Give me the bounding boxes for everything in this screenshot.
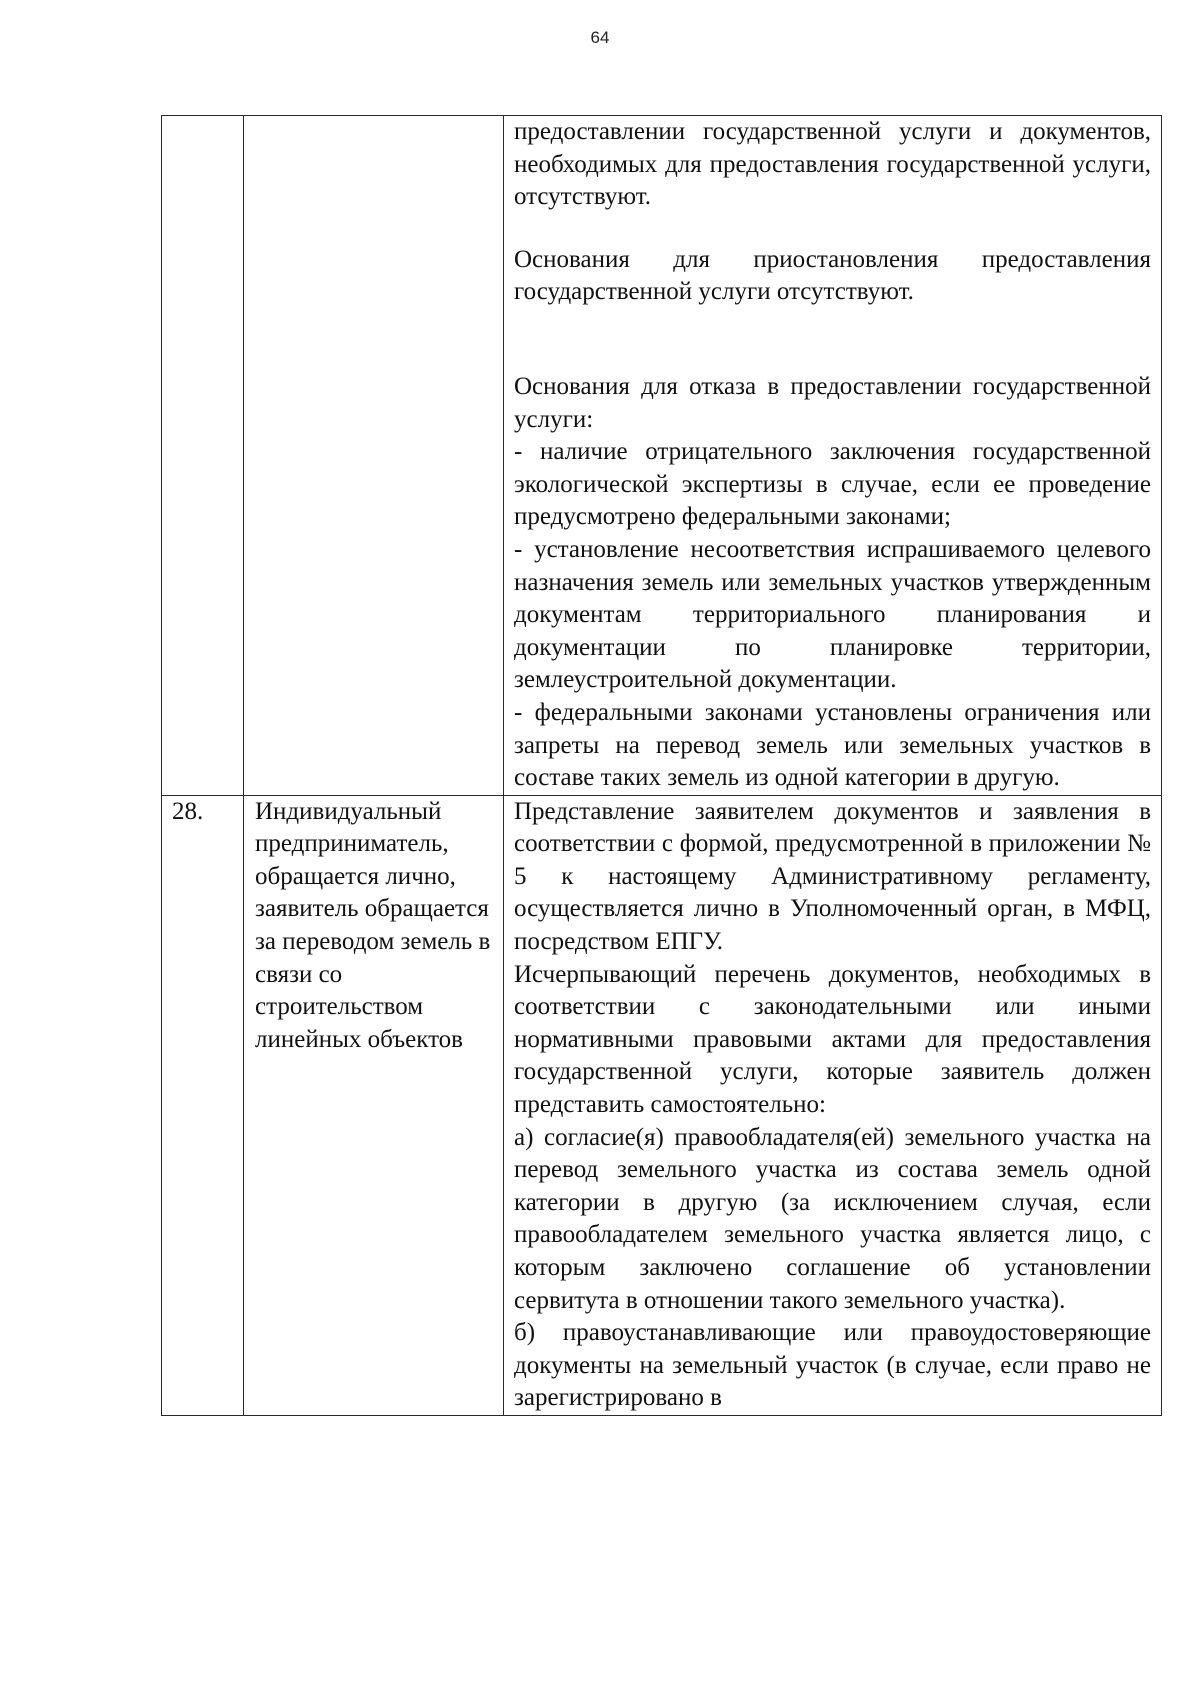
table-row [162,116,1162,796]
table-row [162,795,1162,1415]
applicant-cell: Индивидуальный предприниматель, обращается лично, заявитель обращается за переводом земель в связи со строительством линейных объектов [244,795,504,1415]
row-number-cell [162,116,244,796]
row-number-cell: 28. [162,795,244,1415]
list-item: - наличие отрицательного заключения государственной экологической экспертизы в случае, если ее проведение предусмотрено федеральными законами; [514,438,1151,531]
paragraph: Исчерпывающий перечень документов, необходимых в соответствии с законодательными или иными нормативными правовыми актами для предоставления государственной услуги, которые заявитель должен представить самостоятельно: [514,960,1151,1119]
list-item: б) правоустанавливающие или правоудостоверяющие документы на земельный участок (в случае, если право не зарегистрировано в [514,1319,1151,1412]
description-cell [504,795,1162,1415]
paragraph: предоставлении государственной услуги и документов, необходимых для предоставления государственной услуги, отсутствуют. [514,118,1151,211]
list-item: - установление несоответствия испрашиваемого целевого назначения земель или земельных участков утвержденным документам территориального планирования и документации по планировке территории, землеустроительной документации. [514,535,1151,694]
list-item: - федеральными законами установлены ограничения или запреты на перевод земель или земельных участков в составе таких земель из одной категории в другую. [514,698,1151,792]
paragraph: Представление заявителем документов и заявления в соответствии с формой, предусмотренной в приложении № 5 к настоящему Административному регламенту, осуществляется лично в Уполномоченный орган, в МФЦ, посредством ЕПГУ. [514,797,1151,956]
regulation-table [161,115,1162,1416]
list-item: а) согласие(я) правообладателя(ей) земельного участка на перевод земельного участка из состава земель одной категории в другую (за исключением случая, если правообладателем земельного участка является лицо, с которым заключено соглашение об установлении сервитута в отношении такого земельного участка). [514,1123,1151,1314]
applicant-cell [244,116,504,796]
paragraph: Основания для приостановления предоставления государственной услуги отсутствуют. [514,245,1151,306]
description-cell [504,116,1162,796]
paragraph: Основания для отказа в предоставлении государственной услуги: [514,372,1151,433]
page-number: 64 [590,28,610,47]
